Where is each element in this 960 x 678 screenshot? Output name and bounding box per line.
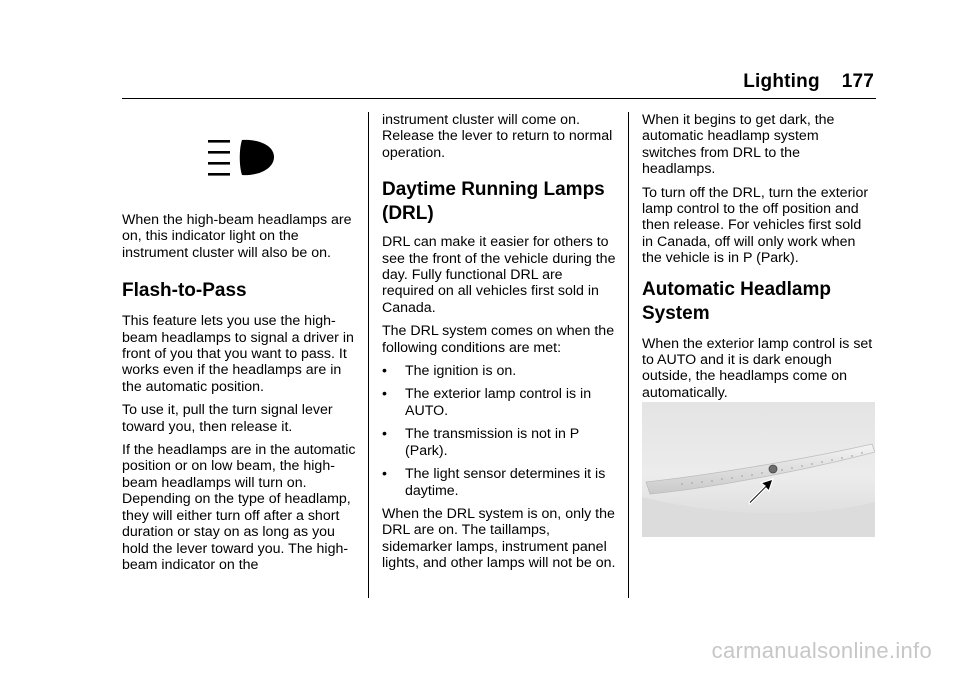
paragraph: instrument cluster will come on. Release the lever to return to normal operation.: [382, 112, 613, 161]
high-beam-indicator-icon: [208, 138, 278, 182]
paragraph: This feature lets you use the high-beam headlamps to signal a driver in front of you that you want to pass. It works even if the headlamps are in the automatic position.: [122, 313, 354, 395]
page-header: [743, 71, 874, 93]
bullet-mark: •: [382, 386, 387, 403]
bullet-mark: •: [382, 426, 387, 443]
paragraph: To turn off the DRL, turn the exterior lamp control to the off position and then release. For vehicles first sold in Canada, off will only work when the vehicle is in P (Park).: [642, 184, 869, 267]
column-2: [382, 112, 618, 579]
list-item: • The ignition is on.: [382, 363, 517, 380]
paragraph: To use it, pull the turn signal lever toward you, then release it.: [122, 402, 333, 435]
column-divider-2: [628, 112, 629, 598]
heading-flash-to-pass: Flash-to-Pass: [122, 280, 247, 302]
heading-automatic-headlamp-system: Automatic Headlamp System: [642, 278, 831, 324]
heading-daytime-running-lamps: Daytime Running Lamps (DRL): [382, 179, 605, 225]
column-1: [122, 112, 358, 580]
light-sensor: [769, 465, 777, 473]
column-3: [642, 112, 876, 408]
header-rule: [122, 98, 876, 99]
column-divider-1: [368, 112, 369, 598]
list-item: • The light sensor determines it is daytime.: [382, 466, 606, 499]
paragraph: DRL can make it easier for others to see the front of the vehicle during the day. Fully functional DRL are required on all vehicles first sold in Canada.: [382, 234, 616, 316]
paragraph: When the exterior lamp control is set to AUTO and it is dark enough outside, the headlamps come on automatically.: [642, 335, 873, 401]
paragraph: When it begins to get dark, the automatic headlamp system switches from DRL to the headlamps.: [642, 112, 835, 178]
light-sensor-photo: [642, 402, 875, 537]
dashboard-sensor-image: [642, 402, 875, 537]
list-item: • The exterior lamp control is in AUTO.: [382, 386, 592, 419]
paragraph: If the headlamps are in the automatic position or on low beam, the high-beam headlamps will turn on. Depending on the type of headlamp, they will either turn off after a short duration or stay on as long as you hold the lever toward you. The high-beam indicator on the: [122, 442, 356, 573]
bullet-mark: •: [382, 466, 387, 483]
bullet-mark: •: [382, 363, 387, 380]
list-item: • The transmission is not in P (Park).: [382, 426, 580, 459]
paragraph: When the DRL system is on, only the DRL are on. The taillamps, sidemarker lamps, instrument panel lights, and other lamps will not be on.: [382, 505, 616, 572]
high-beam-icon-area: [122, 112, 358, 212]
page-number: 177: [841, 71, 874, 92]
watermark: carmanualsonline.info: [711, 638, 932, 663]
paragraph: The DRL system comes on when the following conditions are met:: [382, 323, 615, 356]
section-title: Lighting: [743, 71, 820, 92]
paragraph: When the high-beam headlamps are on, this indicator light on the instrument cluster will also be on.: [122, 212, 352, 261]
